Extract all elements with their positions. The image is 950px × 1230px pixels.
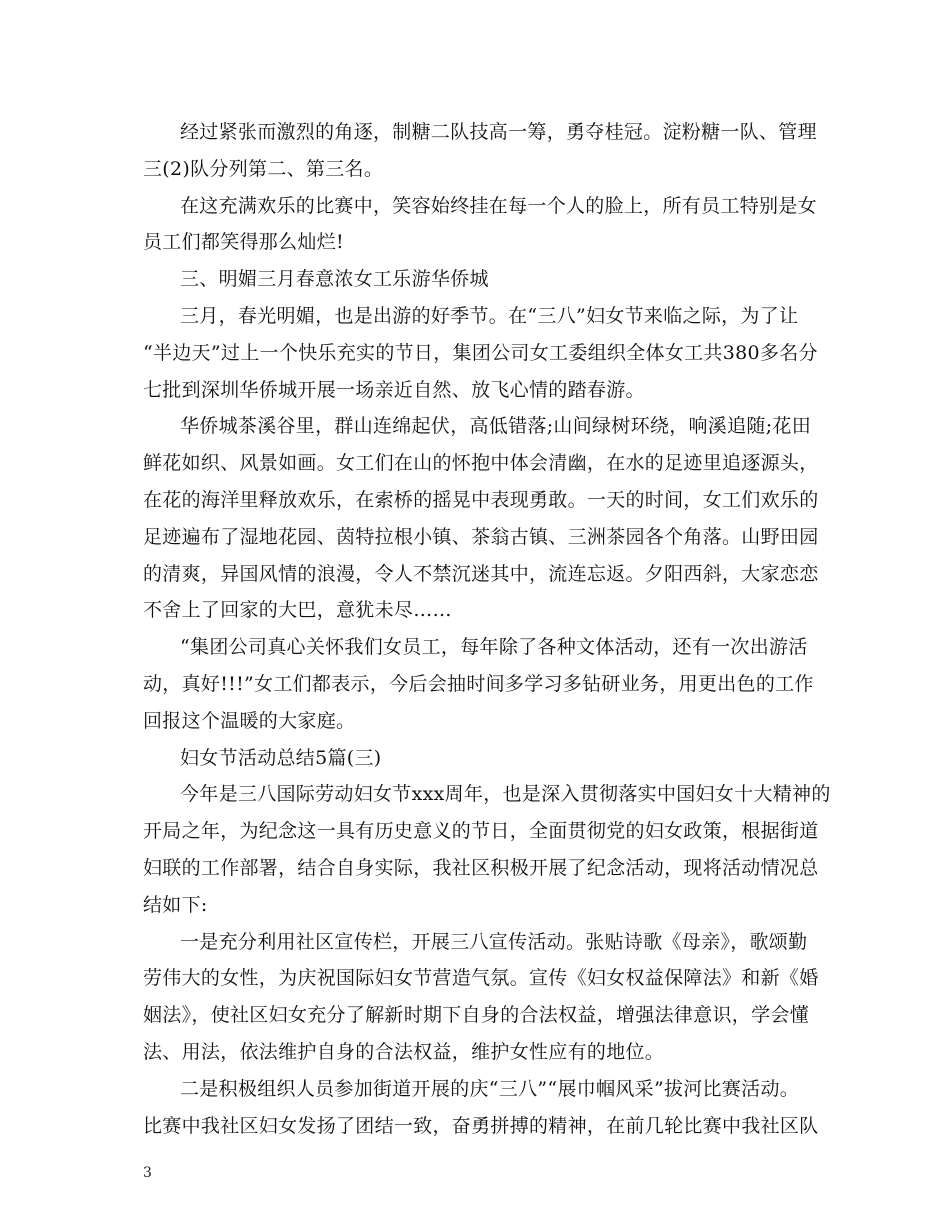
text-line: 比赛中我社区妇女发扬了团结一致，奋勇拼搏的精神，在前几轮比赛中我社区队 [143, 1114, 819, 1137]
text-line: 经过紧张而激烈的角逐，制糖二队技高一筹，勇夺桂冠。淀粉糖一队、管理 [180, 121, 817, 143]
text-line: 姻法》，使社区妇女充分了解新时期下自身的合法权益，增强法律意识，学会懂 [143, 1004, 810, 1027]
text-line: 三月，春光明媚，也是出游的好季节。在“三八”妇女节来临之际，为了让 [180, 304, 799, 327]
text-line: 鲜花如织、风景如画。女工们在山的怀抱中体会清幽，在水的足迹里追逐源头， [143, 452, 819, 475]
text-line: 华侨城茶溪谷里，群山连绵起伏，高低错落;山间绿树环绕，响溪追随;花田 [180, 415, 812, 438]
text-line: 在花的海洋里释放欢乐，在索桥的摇晃中表现勇敢。一天的时间，女工们欢乐的 [143, 488, 819, 511]
text-line: 三、明媚三月春意浓女工乐游华侨城 [180, 268, 489, 291]
document-body [143, 114, 831, 1144]
text-line: 妇女节活动总结5篇(三) [180, 746, 382, 769]
page-number: 3 [143, 1165, 152, 1181]
text-line: 结如下: [143, 893, 208, 916]
text-line: 不舍上了回家的大巴，意犹未尽…… [143, 599, 452, 622]
text-line: “集团公司真心关怀我们女员工，每年除了各种文体活动，还有一次出游活 [180, 636, 808, 659]
text-line: 一是充分利用社区宣传栏，开展三八宣传活动。张贴诗歌《母亲》，歌颂勤 [180, 930, 808, 953]
text-line: 妇联的工作部署，结合自身实际，我社区积极开展了纪念活动，现将活动情况总 [143, 856, 819, 879]
text-line: 的清爽，异国风情的浪漫，令人不禁沉迷其中，流连忘返。夕阳西斜，大家恋恋 [143, 562, 819, 585]
text-line: 法、用法，依法维护自身的合法权益，维护女性应有的地位。 [143, 1040, 665, 1063]
text-line: 员工们都笑得那么灿烂! [143, 231, 344, 254]
text-line: 三(2)队分列第二、第三名。 [143, 157, 384, 180]
text-line: “半边天”过上一个快乐充实的节日，集团公司女工委组织全体女工共380多名分 [143, 341, 818, 364]
text-line: 回报这个温暖的大家庭。 [143, 709, 356, 732]
text-line: 今年是三八国际劳动妇女节xxx周年，也是深入贯彻落实中国妇女十大精神的 [180, 783, 831, 806]
text-line: 劳伟大的女性，为庆祝国际妇女节营造气氛。宣传《妇女权益保障法》和新《婚 [143, 967, 819, 990]
text-line: 在这充满欢乐的比赛中，笑容始终挂在每一个人的脸上，所有员工特别是女 [180, 194, 817, 217]
text-line: 动，真好!!!”女工们都表示，今后会抽时间多学习多钻研业务，用更出色的工作 [143, 672, 814, 695]
text-line: 足迹遍布了湿地花园、茵特拉根小镇、茶翁古镇、三洲茶园各个角落。山野田园 [143, 525, 819, 548]
text-line: 开局之年，为纪念这一具有历史意义的节日，全面贯彻党的妇女政策，根据街道 [143, 820, 819, 843]
text-line: 二是积极组织人员参加街道开展的庆“三八”“展巾帼风采”拔河比赛活动。 [180, 1077, 800, 1100]
text-line: 七批到深圳华侨城开展一场亲近自然、放飞心情的踏春游。 [143, 378, 645, 401]
